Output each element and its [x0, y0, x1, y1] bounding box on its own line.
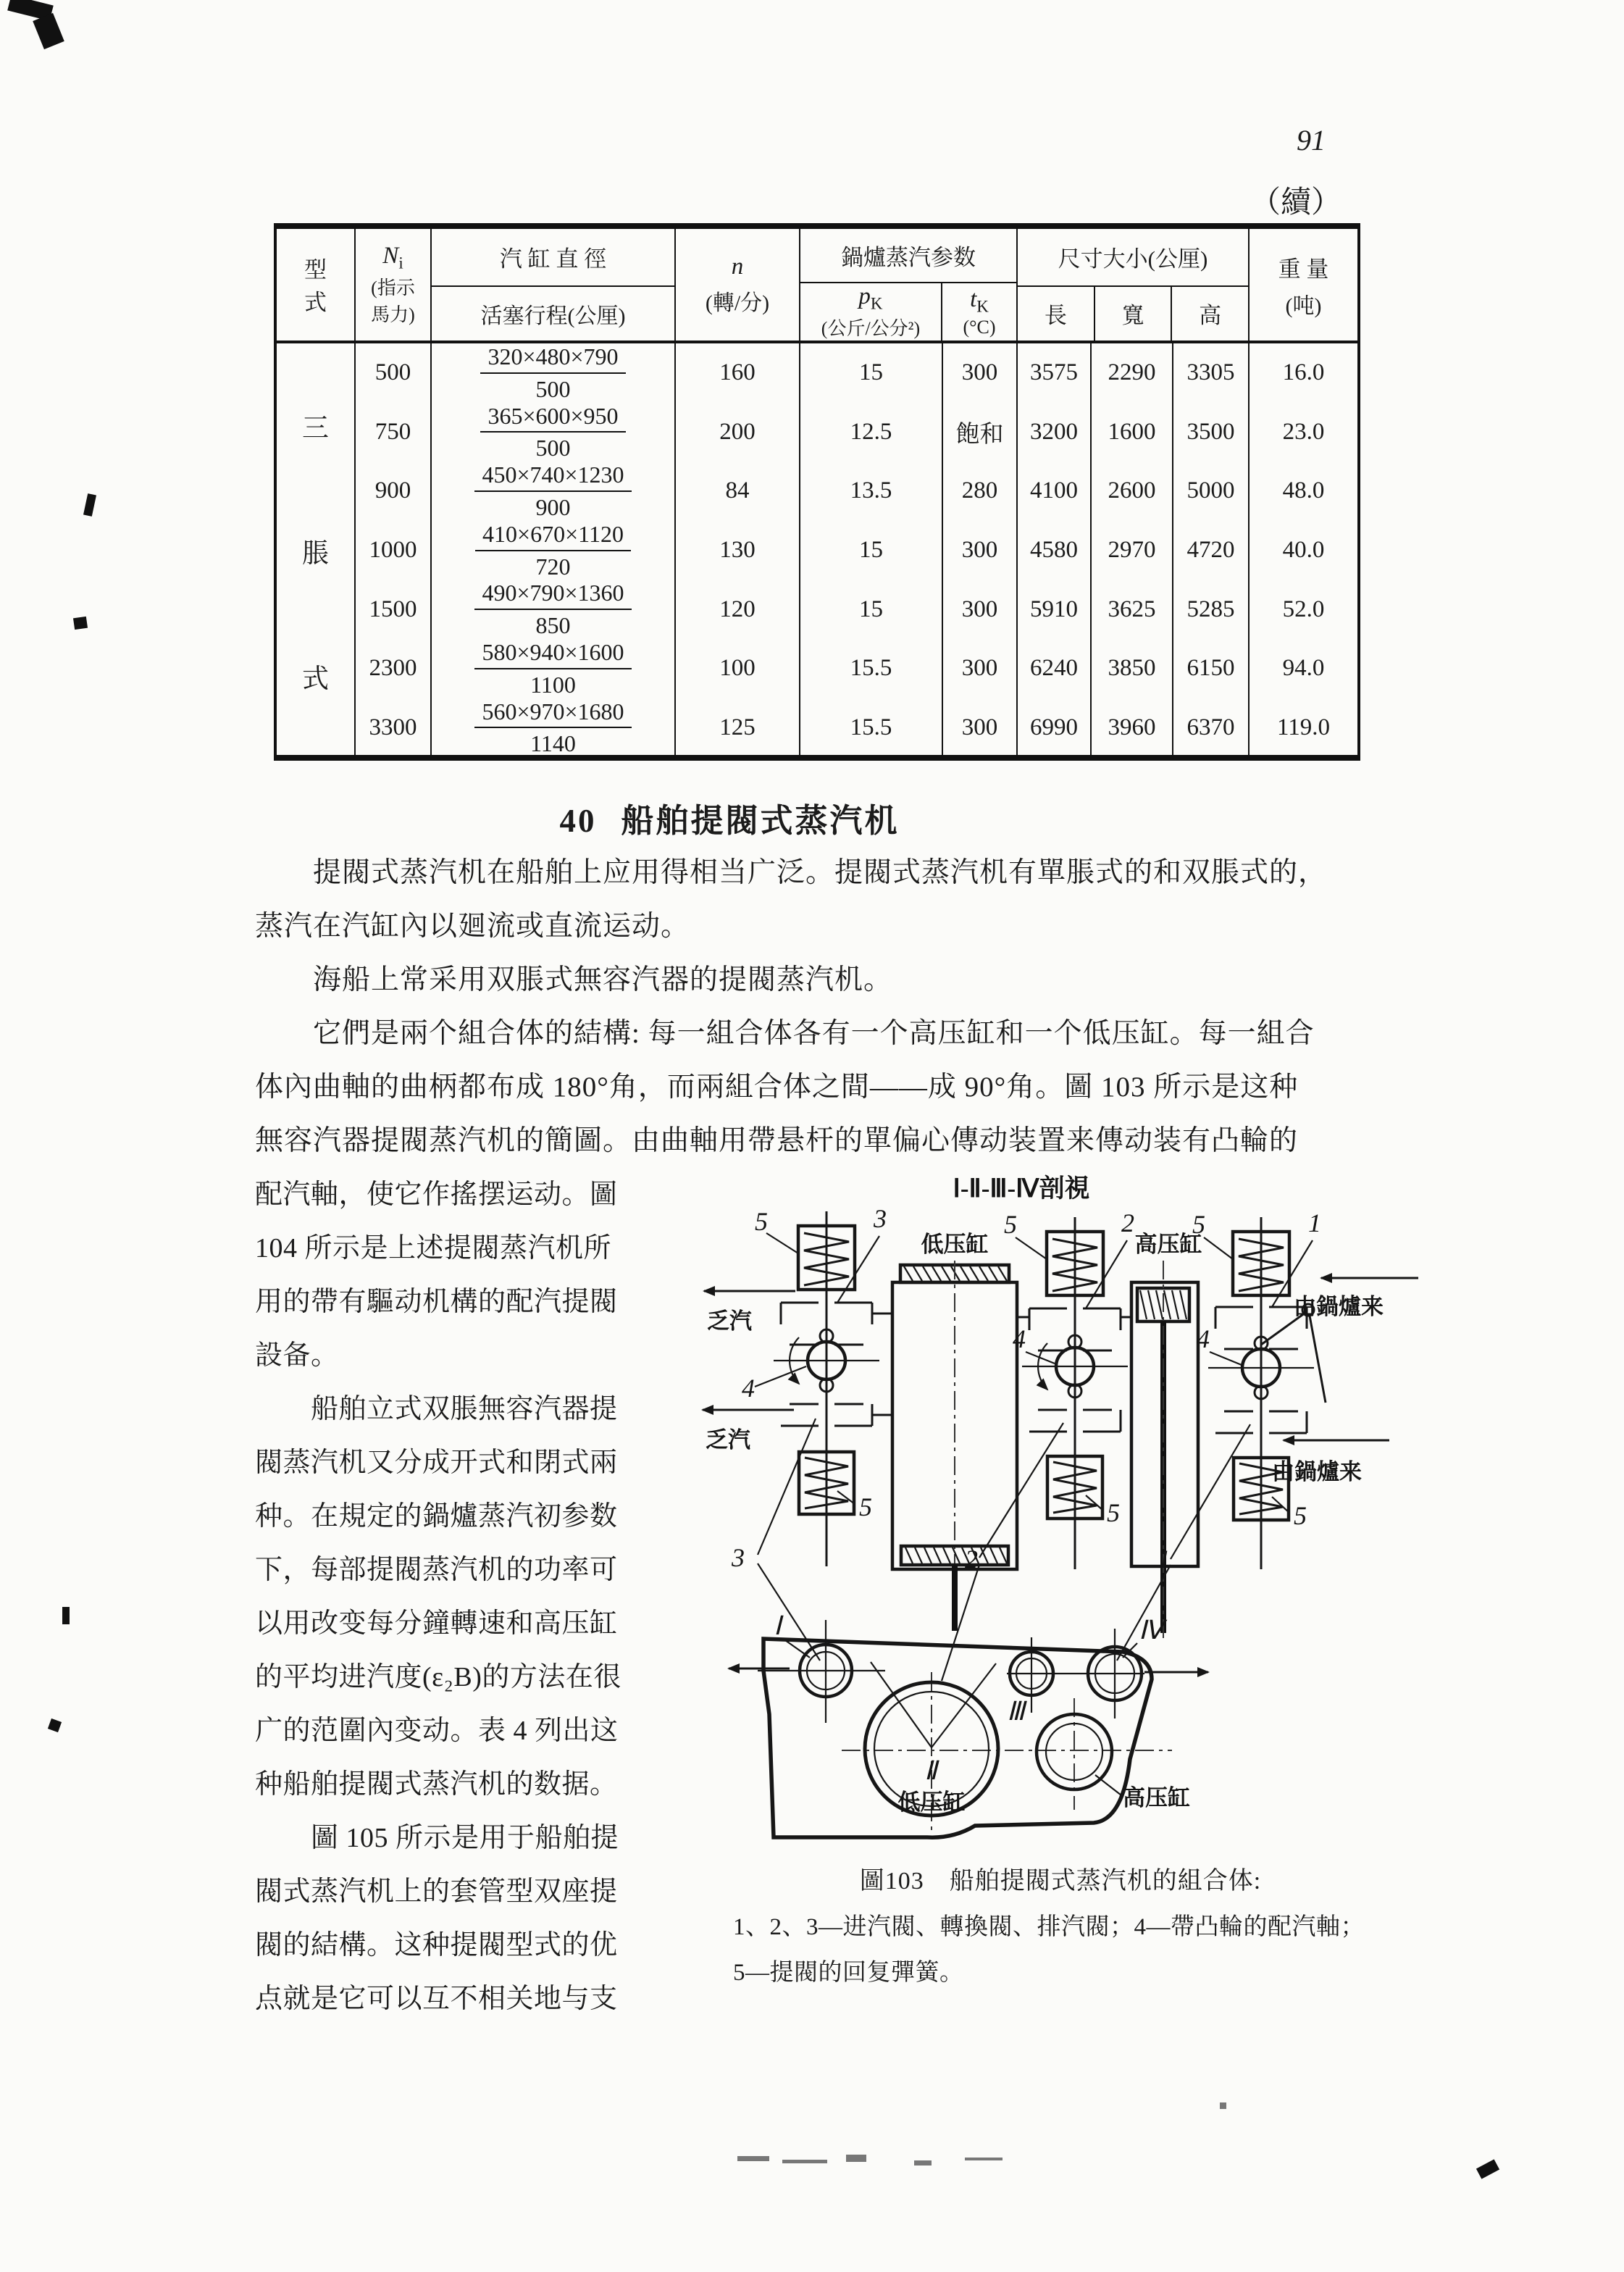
cyl-numerator: 490×790×1360 — [474, 580, 631, 610]
cell-ni: 500 — [354, 343, 430, 403]
callout-1-plan: 1 — [1158, 1545, 1171, 1574]
cell-height: 3305 — [1172, 343, 1248, 403]
ni-subscript: i — [398, 254, 403, 272]
scan-artifact — [62, 1607, 70, 1624]
scan-artifact — [33, 13, 64, 49]
cell-pk: 12.5 — [799, 403, 942, 462]
engine-spec-table — [274, 223, 1360, 761]
cell-weight: 52.0 — [1248, 580, 1357, 639]
cell-rpm: 130 — [674, 521, 799, 580]
left-column-line: 閥蒸汽机又分成开式和閉式兩 — [255, 1448, 618, 1478]
cell-rpm: 125 — [674, 698, 799, 758]
callout-5: 5 — [1004, 1210, 1017, 1239]
cell-cylinder — [430, 403, 674, 462]
cyl-denominator: 1140 — [530, 730, 576, 757]
left-column-line: 閥的結構。这种提閥型式的优 — [255, 1930, 618, 1960]
cell-width: 2970 — [1090, 521, 1172, 580]
cell-ni: 1000 — [354, 521, 430, 580]
lp-cylinder-label: 低压缸 — [921, 1232, 989, 1257]
scan-artifact — [737, 2156, 769, 2161]
cell-height: 6370 — [1172, 698, 1248, 758]
cell-height: 4720 — [1172, 521, 1248, 580]
callout-5: 5 — [1192, 1210, 1205, 1239]
callout-4: 4 — [1013, 1324, 1026, 1353]
figure-caption — [690, 1860, 1431, 1987]
left-column-line: 船舶立式双脹無容汽器提 — [255, 1394, 618, 1424]
scan-artifact — [1220, 2102, 1226, 2109]
plan-label-I: Ⅰ — [774, 1611, 782, 1640]
cell-ni: 2300 — [354, 639, 430, 698]
callout-5: 5 — [1107, 1498, 1120, 1527]
paragraph-line: 它們是兩个組合体的結構: 每一組合体各有一个高压缸和一个低压缸。每一組合 — [255, 1018, 1315, 1049]
cyl-numerator: 560×970×1680 — [474, 698, 631, 729]
cell-ni: 1500 — [354, 580, 430, 639]
type-char: 式 — [302, 664, 329, 694]
header-boiler-group — [799, 229, 1016, 343]
cell-weight: 40.0 — [1248, 521, 1357, 580]
header-rpm-unit: (轉/分) — [705, 291, 770, 315]
figure-caption-line: 1、2、3—进汽閥、轉換閥、排汽閥；4—帶凸輪的配汽軸； — [733, 1914, 1365, 1940]
header-tk-unit: (°C) — [963, 316, 996, 338]
callout-4: 4 — [742, 1374, 755, 1403]
left-column-line: 圖 105 所示是用于船舶提 — [255, 1823, 619, 1853]
cyl-numerator: 320×480×790 — [480, 343, 625, 374]
header-cylinder-diameter: 汽 缸 直 徑 — [432, 229, 674, 287]
cyl-numerator: 410×670×1120 — [475, 521, 631, 551]
cyl-denominator: 720 — [535, 553, 571, 580]
cell-tk: 300 — [942, 521, 1016, 580]
cell-length: 3575 — [1016, 343, 1090, 403]
cell-rpm: 200 — [674, 403, 799, 462]
left-column-line: 的平均进汽度(ε₂B)的方法在很 — [255, 1662, 621, 1692]
header-pk — [800, 283, 941, 341]
cell-height: 5285 — [1172, 580, 1248, 639]
left-text-column — [255, 1168, 700, 2026]
paragraph-line: 体內曲軸的曲柄都布成 180°角，而兩組合体之間——成 90°角。圖 103 所示是这种 — [255, 1072, 1299, 1103]
header-length: 長 — [1044, 303, 1067, 329]
header-weight-top: 重 量 — [1278, 256, 1329, 282]
exhaust-valve-assembly — [774, 1211, 892, 1566]
section-number: 40 — [559, 803, 597, 839]
left-column-line: 設备。 — [255, 1340, 339, 1371]
plan-label-III: Ⅲ — [1007, 1697, 1025, 1726]
cyl-denominator: 1100 — [530, 671, 576, 698]
pk-subscript: K — [870, 295, 883, 313]
header-height: 高 — [1171, 287, 1248, 341]
callout-5: 5 — [1294, 1501, 1307, 1530]
header-pk-unit: (公斤/公分²) — [821, 318, 921, 339]
from-boiler-label: 由鍋爐来 — [1272, 1459, 1362, 1484]
cell-width: 3625 — [1090, 580, 1172, 639]
left-column-line: 以用改变每分鐘轉速和高压缸 — [255, 1608, 618, 1639]
cell-pk: 15.5 — [799, 639, 942, 698]
scan-artifact — [846, 2155, 866, 2162]
cyl-denominator: 850 — [535, 612, 571, 639]
inlet-valve-assembly — [1208, 1217, 1326, 1569]
cell-pk: 15 — [799, 343, 942, 403]
scan-artifact — [83, 493, 96, 517]
header-piston-stroke: 活塞行程(公厘) — [480, 304, 626, 328]
table-continued-mark: （續） — [1250, 186, 1342, 220]
cell-weight: 94.0 — [1248, 639, 1357, 698]
header-type-bottom: 式 — [304, 290, 327, 315]
callout-5: 5 — [859, 1492, 872, 1521]
callout-5: 5 — [755, 1207, 768, 1236]
figure-caption-title: 圖103 船舶提閥式蒸汽机的組合体: — [859, 1868, 1262, 1895]
page-number: 91 — [1297, 124, 1326, 156]
cyl-denominator: 500 — [535, 435, 571, 462]
cell-weight: 16.0 — [1248, 343, 1357, 403]
header-ni-note1: (指示 — [371, 277, 415, 298]
left-column-line: 下，每部提閥蒸汽机的功率可 — [255, 1555, 618, 1585]
cell-rpm: 100 — [674, 639, 799, 698]
cell-tk: 280 — [942, 462, 1016, 521]
paragraph-line: 提閥式蒸汽机在船舶上应用得相当广泛。提閥式蒸汽机有單脹式的和双脹式的， — [255, 857, 1328, 888]
header-cylinder — [430, 229, 674, 343]
cell-pk: 15 — [799, 580, 942, 639]
scan-artifact — [914, 2160, 932, 2166]
cell-tk: 300 — [942, 639, 1016, 698]
pk-symbol: p — [858, 283, 871, 310]
rpm-symbol: n — [731, 253, 744, 280]
cell-length: 3200 — [1016, 403, 1090, 462]
exhaust-label: 乏汽 — [707, 1308, 752, 1334]
callout-2-plan: 2 — [965, 1545, 978, 1574]
ni-symbol: N — [382, 243, 399, 270]
exhaust-label: 乏汽 — [706, 1427, 750, 1453]
cell-length: 5910 — [1016, 580, 1090, 639]
cell-ni: 900 — [354, 462, 430, 521]
plan-label-II: Ⅱ — [924, 1756, 937, 1785]
engine-type-label — [277, 343, 354, 757]
left-column-line: 种。在規定的鍋爐蒸汽初参数 — [255, 1501, 618, 1532]
section-heading — [255, 794, 1204, 841]
left-column-line: 用的帶有驅动机構的配汽提閥 — [255, 1287, 618, 1317]
left-column-line: 广的范圍內变动。表 4 列出这 — [255, 1716, 619, 1746]
plan-hp-label: 高压缸 — [1123, 1785, 1190, 1810]
cell-height: 3500 — [1172, 403, 1248, 462]
left-column-line: 閥式蒸汽机上的套管型双座提 — [255, 1876, 618, 1907]
from-boiler-label: 由鍋爐来 — [1294, 1294, 1384, 1319]
scan-artifact — [782, 2160, 827, 2163]
cell-width: 3960 — [1090, 698, 1172, 758]
cell-height: 5000 — [1172, 462, 1248, 521]
cell-rpm: 84 — [674, 462, 799, 521]
type-char: 脹 — [302, 538, 329, 569]
type-char: 三 — [302, 413, 329, 443]
cell-tk: 300 — [942, 343, 1016, 403]
cell-pk: 15 — [799, 521, 942, 580]
cell-rpm: 120 — [674, 580, 799, 639]
cyl-denominator: 500 — [535, 375, 571, 402]
plan-lp-label: 低压缸 — [897, 1789, 966, 1815]
cell-length: 4580 — [1016, 521, 1090, 580]
section-view-title: Ⅰ-Ⅱ-Ⅲ-Ⅳ剖視 — [953, 1174, 1090, 1203]
cell-length: 6990 — [1016, 698, 1090, 758]
callout-2: 2 — [1121, 1208, 1134, 1237]
tk-symbol: t — [970, 285, 977, 312]
header-weight-unit: (吨) — [1285, 293, 1322, 318]
cell-weight: 23.0 — [1248, 403, 1357, 462]
callout-3: 3 — [874, 1204, 887, 1233]
figure-caption-line: 5—提閥的回复彈簧。 — [733, 1960, 964, 1986]
cell-cylinder — [430, 698, 674, 758]
cell-rpm: 160 — [674, 343, 799, 403]
left-column-line: 点就是它可以互不相关地与支 — [255, 1984, 618, 2014]
plan-view — [729, 1611, 1208, 1837]
low-pressure-cylinder — [892, 1232, 1017, 1631]
cyl-numerator: 450×740×1230 — [474, 462, 631, 492]
cell-width: 3850 — [1090, 639, 1172, 698]
left-column-line: 104 所示是上述提閥蒸汽机所 — [255, 1233, 612, 1264]
scan-artifact — [48, 1718, 62, 1732]
cell-ni: 3300 — [354, 698, 430, 758]
cell-cylinder — [430, 639, 674, 698]
scan-artifact — [73, 617, 88, 630]
hp-cylinder-label: 高压缸 — [1134, 1232, 1202, 1257]
paragraph-line: 無容汽器提閥蒸汽机的簡圖。由曲軸用帶悬杆的單偏心傳动装置来傳动装有凸輪的 — [255, 1125, 1299, 1156]
cell-cylinder — [430, 580, 674, 639]
cyl-denominator: 900 — [535, 493, 571, 520]
callout-1: 1 — [1308, 1208, 1321, 1237]
cell-pk: 15.5 — [799, 698, 942, 758]
cell-width: 2290 — [1090, 343, 1172, 403]
cell-pk: 13.5 — [799, 462, 942, 521]
cell-length: 4100 — [1016, 462, 1090, 521]
cell-ni: 750 — [354, 403, 430, 462]
header-tk — [941, 283, 1016, 341]
cell-tk: 飽和 — [942, 403, 1016, 462]
section-title: 船舶提閥式蒸汽机 — [621, 803, 900, 839]
high-pressure-cylinder — [1131, 1232, 1202, 1642]
cell-width: 2600 — [1090, 462, 1172, 521]
cell-cylinder — [430, 462, 674, 521]
callout-3-plan: 3 — [732, 1543, 745, 1572]
tk-subscript: K — [976, 297, 989, 316]
paragraph-line: 蒸汽在汽缸內以廻流或直流运动。 — [255, 911, 690, 942]
cyl-numerator: 365×600×950 — [480, 403, 625, 433]
scan-artifact — [965, 2158, 1003, 2160]
left-column-line: 种船舶提閥式蒸汽机的数据。 — [255, 1769, 618, 1800]
steam-engine-diagram — [688, 1164, 1434, 1859]
left-column-line: 配汽軸，使它作搖摆运动。圖 — [255, 1179, 618, 1210]
header-weight — [1248, 229, 1357, 343]
header-ni — [354, 229, 430, 343]
cell-height: 6150 — [1172, 639, 1248, 698]
plan-label-IV: Ⅳ — [1139, 1616, 1163, 1645]
header-width: 寬 — [1094, 287, 1171, 341]
header-type-top: 型 — [304, 257, 327, 283]
scan-artifact — [1476, 2159, 1499, 2179]
cell-cylinder — [430, 521, 674, 580]
header-overall-size: 尺寸大小(公厘) — [1018, 229, 1248, 287]
header-size-group — [1016, 229, 1248, 343]
figure-103-diagram — [688, 1164, 1434, 1859]
header-rpm — [674, 229, 799, 343]
cell-tk: 300 — [942, 698, 1016, 758]
cyl-numerator: 580×940×1600 — [474, 639, 631, 669]
cell-tk: 300 — [942, 580, 1016, 639]
cell-weight: 119.0 — [1248, 698, 1357, 758]
cell-width: 1600 — [1090, 403, 1172, 462]
cell-weight: 48.0 — [1248, 462, 1357, 521]
paragraph-line: 海船上常采用双脹式無容汽器的提閥蒸汽机。 — [255, 964, 893, 995]
callout-4: 4 — [1197, 1324, 1210, 1353]
header-ni-note2: 馬力) — [371, 304, 415, 325]
header-boiler-params: 鍋爐蒸汽参数 — [800, 229, 1016, 283]
header-type — [277, 229, 354, 343]
body-paragraphs — [255, 846, 1389, 1168]
cell-cylinder — [430, 343, 674, 403]
cell-length: 6240 — [1016, 639, 1090, 698]
